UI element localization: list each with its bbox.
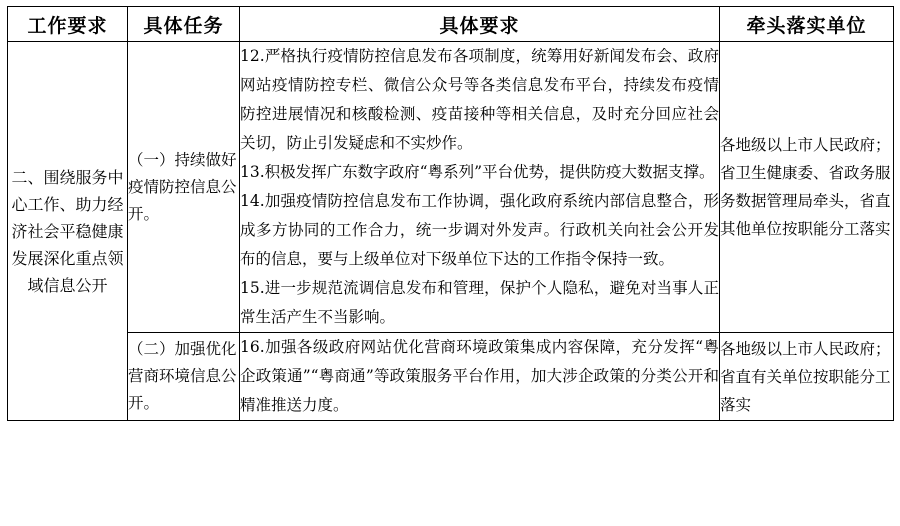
document-page <box>0 6 900 526</box>
table-row <box>8 333 894 421</box>
requirement-item: 13.积极发挥广东数字政府“粤系列”平台优势，提供防疫大数据支撑。 <box>240 163 715 181</box>
requirement-item: 12.严格执行疫情防控信息发布各项制度，统筹用好新闻发布会、政府网站疫情防控专栏、微信公众号等各类信息发布平台，持续发布疫情防控进展情况和核酸检测、疫苗接种等相关信息，及时充分回应社会关切，防止引发疑虑和不实炒作。 <box>240 47 719 152</box>
table-row <box>8 42 894 333</box>
column-header-specific-requirement: 具体要求 <box>240 7 720 42</box>
table-header <box>8 7 894 42</box>
cell-task: （一）持续做好疫情防控信息公开。 <box>128 42 240 333</box>
requirement-item: 14.加强疫情防控信息发布工作协调，强化政府系统内部信息整合，形成多方协同的工作合力，统一步调对外发声。行政机关向社会公开发布的信息，要与上级单位对下级单位下达的工作指令保持一致。 <box>240 192 719 268</box>
column-header-lead-unit: 牵头落实单位 <box>720 7 894 42</box>
cell-lead-unit: 各地级以上市人民政府；省卫生健康委、省政务服务数据管理局牵头，省直其他单位按职能分工落实 <box>720 42 894 333</box>
policy-requirements-table <box>7 6 894 421</box>
cell-requirements <box>240 333 720 421</box>
cell-task: （二）加强优化营商环境信息公开。 <box>128 333 240 421</box>
table-body <box>8 42 894 421</box>
requirement-item: 15.进一步规范流调信息发布和管理，保护个人隐私，避免对当事人正常生活产生不当影响。 <box>240 279 719 326</box>
column-header-work-requirement: 工作要求 <box>8 7 128 42</box>
cell-requirements <box>240 42 720 333</box>
cell-work-requirement: 二、围绕服务中心工作、助力经济社会平稳健康发展深化重点领域信息公开 <box>8 42 128 421</box>
cell-lead-unit: 各地级以上市人民政府；省直有关单位按职能分工落实 <box>720 333 894 421</box>
column-header-specific-task: 具体任务 <box>128 7 240 42</box>
table-header-row <box>8 7 894 42</box>
requirement-item: 16.加强各级政府网站优化营商环境政策集成内容保障，充分发挥“粤企政策通”“粤商通”等政策服务平台作用，加大涉企政策的分类公开和精准推送力度。 <box>240 338 719 414</box>
